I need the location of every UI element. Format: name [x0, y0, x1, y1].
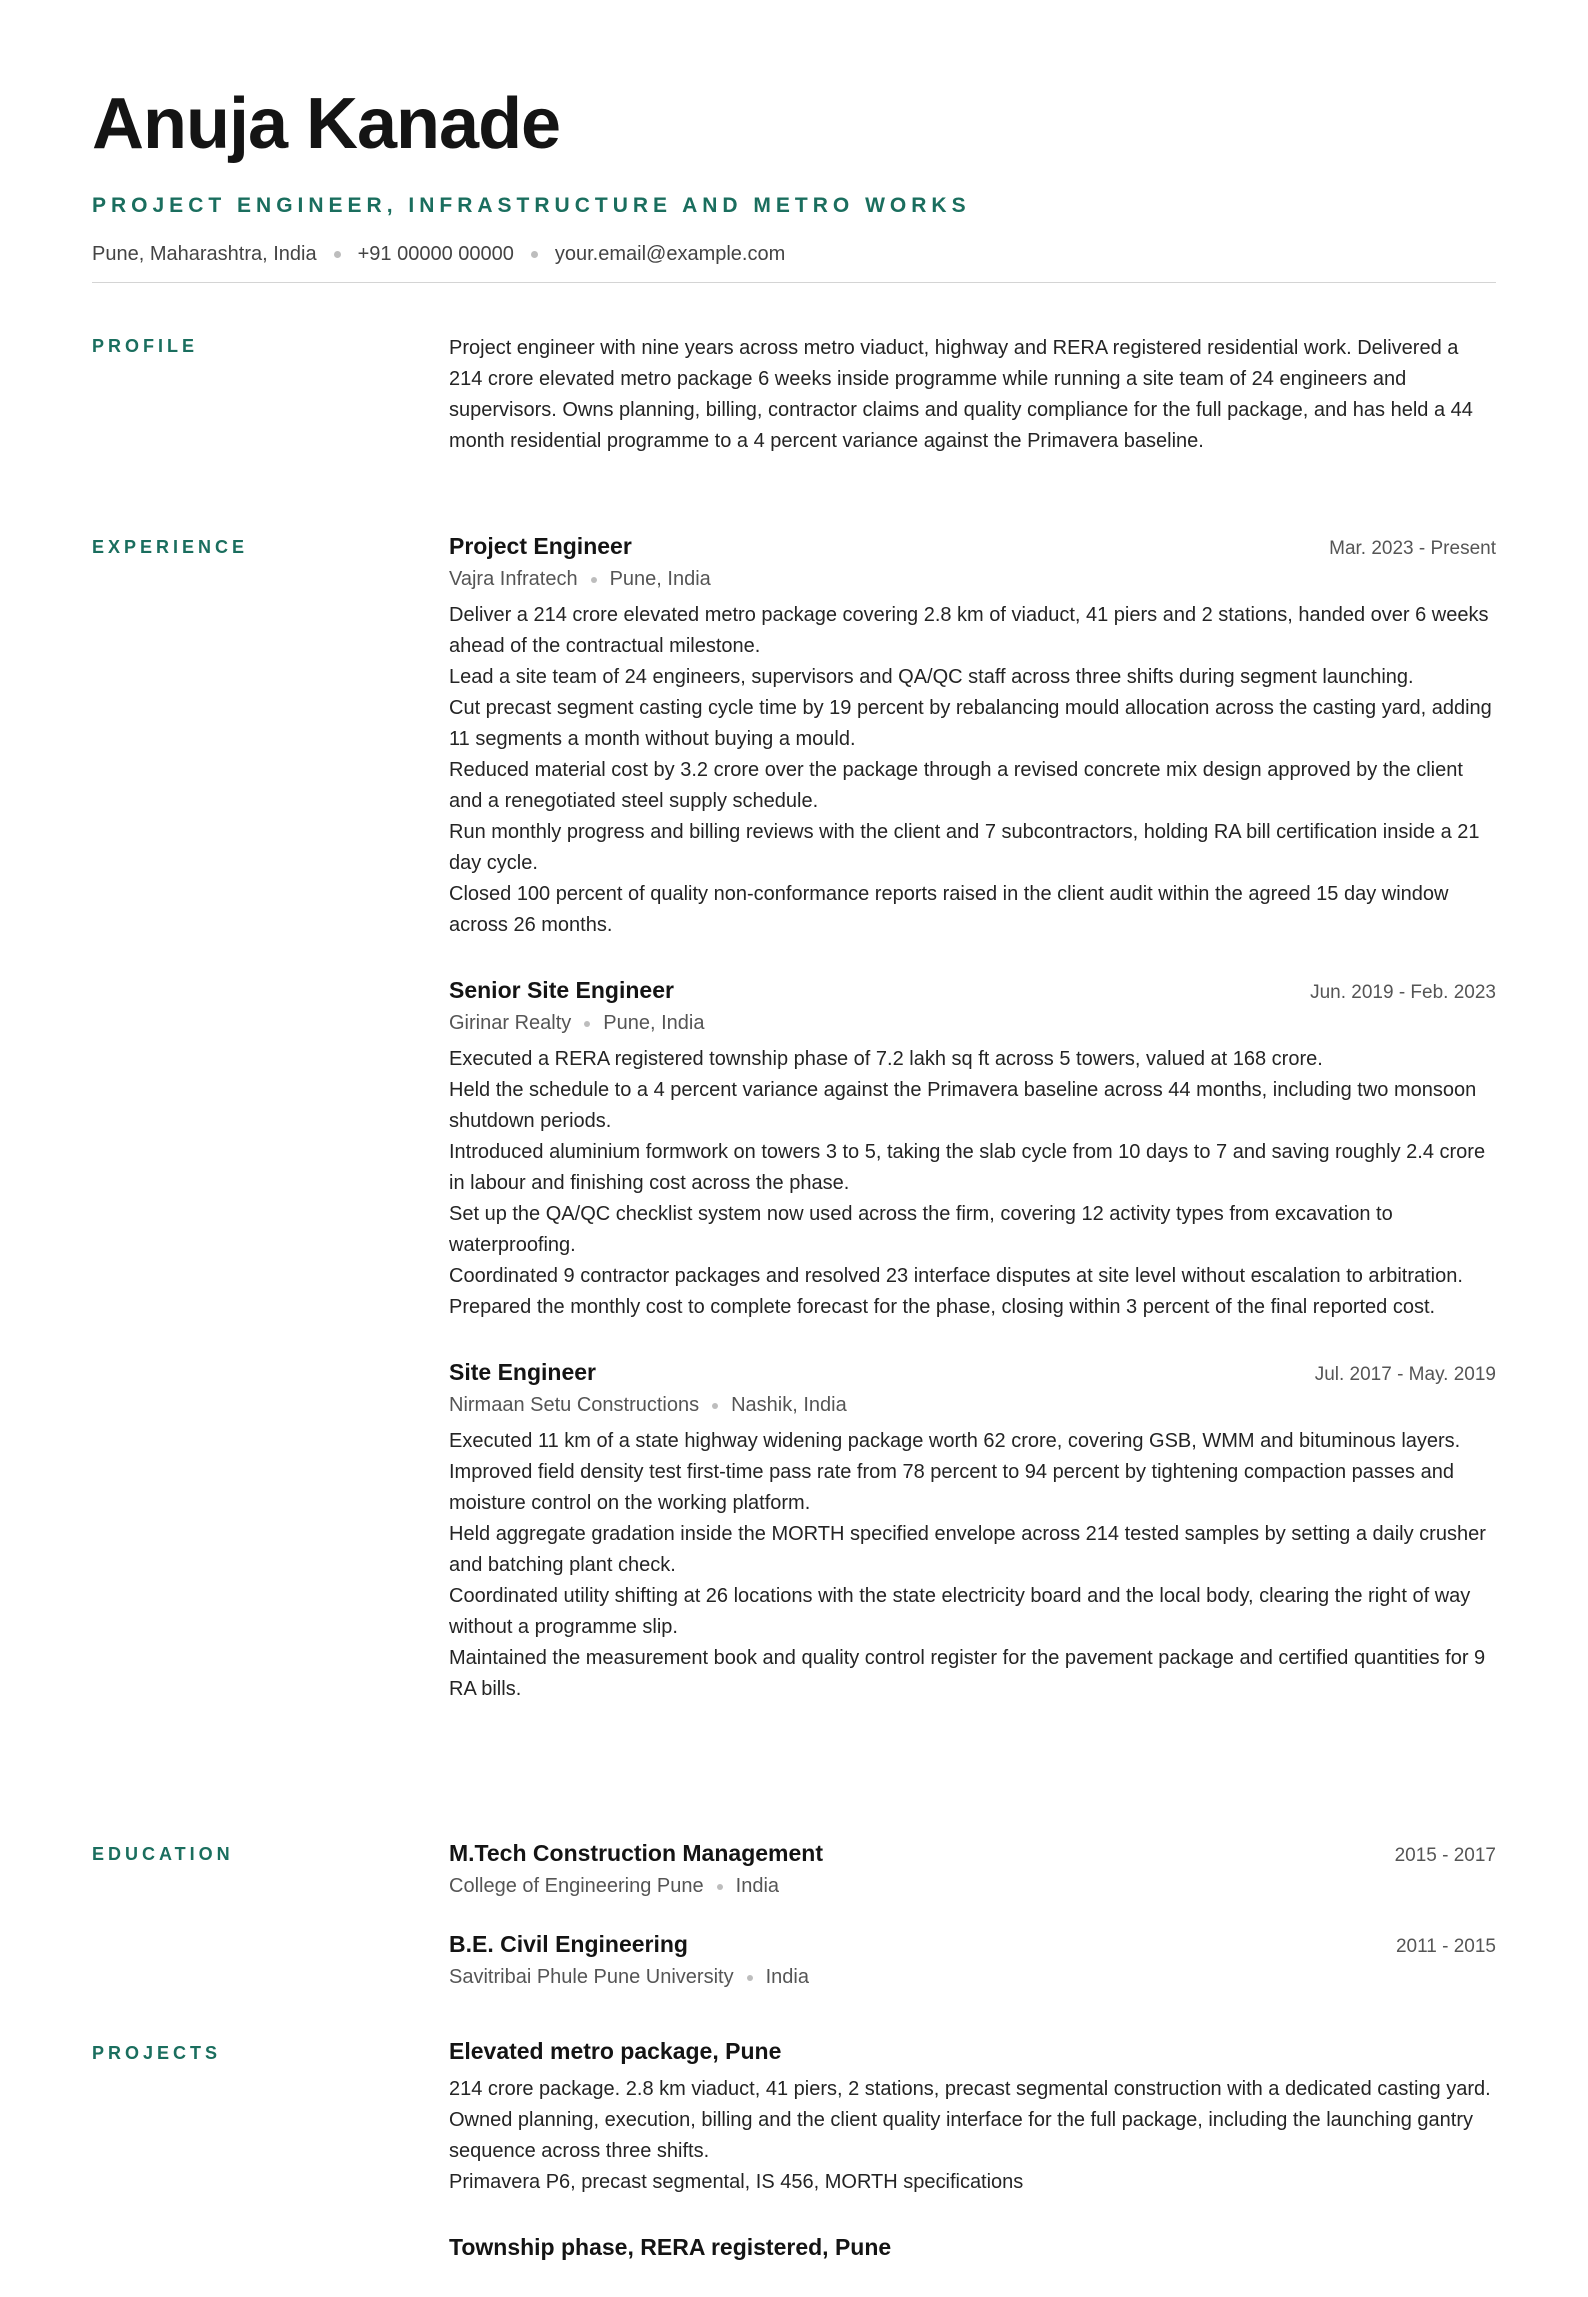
- contact-phone: +91 00000 00000: [357, 243, 514, 265]
- school-name: College of Engineering Pune: [449, 1875, 704, 1897]
- candidate-title: PROJECT ENGINEER, INFRASTRUCTURE AND METRO WORKS: [92, 194, 971, 217]
- job-bullet: Improved field density test first-time pass rate from 78 percent to 94 percent by tightening compaction passes and moisture control on the working platform.: [449, 1461, 1454, 1514]
- separator-dot: [584, 1021, 590, 1027]
- job-bullet: Held the schedule to a 4 percent variance against the Primavera baseline across 44 months, including two monsoon shutdown periods.: [449, 1079, 1477, 1132]
- section-label-experience: EXPERIENCE: [92, 537, 249, 557]
- job-role: Site Engineer: [449, 1359, 596, 1385]
- experience-entry: [449, 977, 1496, 1323]
- project-tools: Primavera P6, precast segmental, IS 456, MORTH specifications: [449, 2171, 1024, 2193]
- separator-dot: [531, 251, 538, 258]
- job-bullet: Executed 11 km of a state highway widening package worth 62 crore, covering GSB, WMM and bituminous layers.: [449, 1430, 1461, 1452]
- separator-dot: [717, 1884, 723, 1890]
- job-role: Senior Site Engineer: [449, 977, 674, 1003]
- school-name: Savitribai Phule Pune University: [449, 1966, 734, 1988]
- experience-entry: [449, 533, 1496, 941]
- job-bullet: Set up the QA/QC checklist system now used across the firm, covering 12 activity types from excavation to waterproofing.: [449, 1203, 1393, 1256]
- school-location: India: [735, 1875, 780, 1897]
- job-location: Pune, India: [603, 1012, 705, 1034]
- job-company: Girinar Realty: [449, 1012, 572, 1034]
- project-title: Elevated metro package, Pune: [449, 2038, 782, 2064]
- experience-entry: [449, 1359, 1496, 1705]
- job-company: Vajra Infratech: [449, 568, 578, 590]
- separator-dot: [334, 251, 341, 258]
- job-bullet: Prepared the monthly cost to complete forecast for the phase, closing within 3 percent of the final reported cost.: [449, 1296, 1436, 1318]
- job-bullet: Lead a site team of 24 engineers, supervisors and QA/QC staff across three shifts during segment launching.: [449, 666, 1414, 688]
- project-entry: [449, 2234, 1496, 2261]
- job-dates: Jul. 2017 - May. 2019: [1314, 1364, 1496, 1385]
- job-bullet: Closed 100 percent of quality non-conformance reports raised in the client audit within the agreed 15 day window across 26 months.: [449, 883, 1449, 936]
- job-bullet: Run monthly progress and billing reviews with the client and 7 subcontractors, holding RA bill certification inside a 21 day cycle.: [449, 821, 1480, 874]
- job-bullet: Maintained the measurement book and quality control register for the pavement package and certified quantities for 9 RA bills.: [449, 1647, 1486, 1700]
- separator-dot: [747, 1975, 753, 1981]
- degree-name: B.E. Civil Engineering: [449, 1931, 688, 1957]
- job-role: Project Engineer: [449, 533, 632, 559]
- job-location: Nashik, India: [731, 1394, 847, 1416]
- experience-list: [449, 533, 1496, 1741]
- contact-email: your.email@example.com: [554, 243, 786, 265]
- header-divider: [92, 282, 1496, 283]
- job-company: Nirmaan Setu Constructions: [449, 1394, 700, 1416]
- job-bullet: Held aggregate gradation inside the MORTH specified envelope across 214 tested samples by setting a daily crusher and batching plant check.: [449, 1523, 1486, 1576]
- separator-dot: [591, 577, 597, 583]
- degree-name: M.Tech Construction Management: [449, 1840, 823, 1866]
- education-dates: 2015 - 2017: [1394, 1845, 1496, 1866]
- education-entry: [449, 1931, 1496, 1989]
- contact-line: [92, 243, 1496, 266]
- job-bullet: Executed a RERA registered township phase of 7.2 lakh sq ft across 5 towers, valued at 168 crore.: [449, 1048, 1323, 1070]
- job-bullet: Coordinated 9 contractor packages and resolved 23 interface disputes at site level without escalation to arbitration.: [449, 1265, 1463, 1287]
- contact-location: Pune, Maharashtra, India: [92, 243, 317, 265]
- job-bullet: Coordinated utility shifting at 26 locations with the state electricity board and the local body, clearing the right of way without a programme slip.: [449, 1585, 1471, 1638]
- projects-list: [449, 2038, 1496, 2297]
- job-location: Pune, India: [609, 568, 711, 590]
- section-label-profile: PROFILE: [92, 336, 199, 356]
- job-dates: Mar. 2023 - Present: [1329, 538, 1496, 559]
- candidate-name: Anuja Kanade: [92, 84, 561, 164]
- resume-header: [92, 80, 1496, 266]
- job-bullet: Deliver a 214 crore elevated metro package covering 2.8 km of viaduct, 41 piers and 2 stations, handed over 6 weeks ahead of the contractual milestone.: [449, 604, 1489, 657]
- job-dates: Jun. 2019 - Feb. 2023: [1310, 982, 1496, 1003]
- job-bullet: Reduced material cost by 3.2 crore over the package through a revised concrete mix design approved by the client and a renegotiated steel supply schedule.: [449, 759, 1463, 812]
- profile-summary: Project engineer with nine years across metro viaduct, highway and RERA registered residential work. Delivered a 214 crore elevated metro package 6 weeks inside programme while running a site team of 24 engineers and supervisors. Owns planning, billing, contractor claims and quality compliance for the full package, and has held a 44 month residential programme to a 4 percent variance against the Primavera baseline.: [449, 337, 1473, 452]
- education-dates: 2011 - 2015: [1395, 1936, 1496, 1957]
- education-entry: [449, 1840, 1496, 1898]
- section-label-projects: PROJECTS: [92, 2043, 222, 2063]
- job-bullet: Introduced aluminium formwork on towers 3 to 5, taking the slab cycle from 10 days to 7 and saving roughly 2.4 crore in labour and finishing cost across the phase.: [449, 1141, 1486, 1194]
- school-location: India: [765, 1966, 809, 1988]
- project-title: Township phase, RERA registered, Pune: [449, 2234, 892, 2260]
- project-description: 214 crore package. 2.8 km viaduct, 41 piers, 2 stations, precast segmental construction with a dedicated casting yard. Owned planning, execution, billing and the client quality interface for the full package, including the launching gantry sequence across three shifts.: [449, 2078, 1491, 2162]
- education-list: [449, 1840, 1496, 2022]
- project-entry: [449, 2038, 1496, 2198]
- job-bullet: Cut precast segment casting cycle time by 19 percent by rebalancing mould allocation across the casting yard, adding 11 segments a month without buying a mould.: [449, 697, 1492, 750]
- section-label-education: EDUCATION: [92, 1844, 234, 1864]
- separator-dot: [712, 1403, 718, 1409]
